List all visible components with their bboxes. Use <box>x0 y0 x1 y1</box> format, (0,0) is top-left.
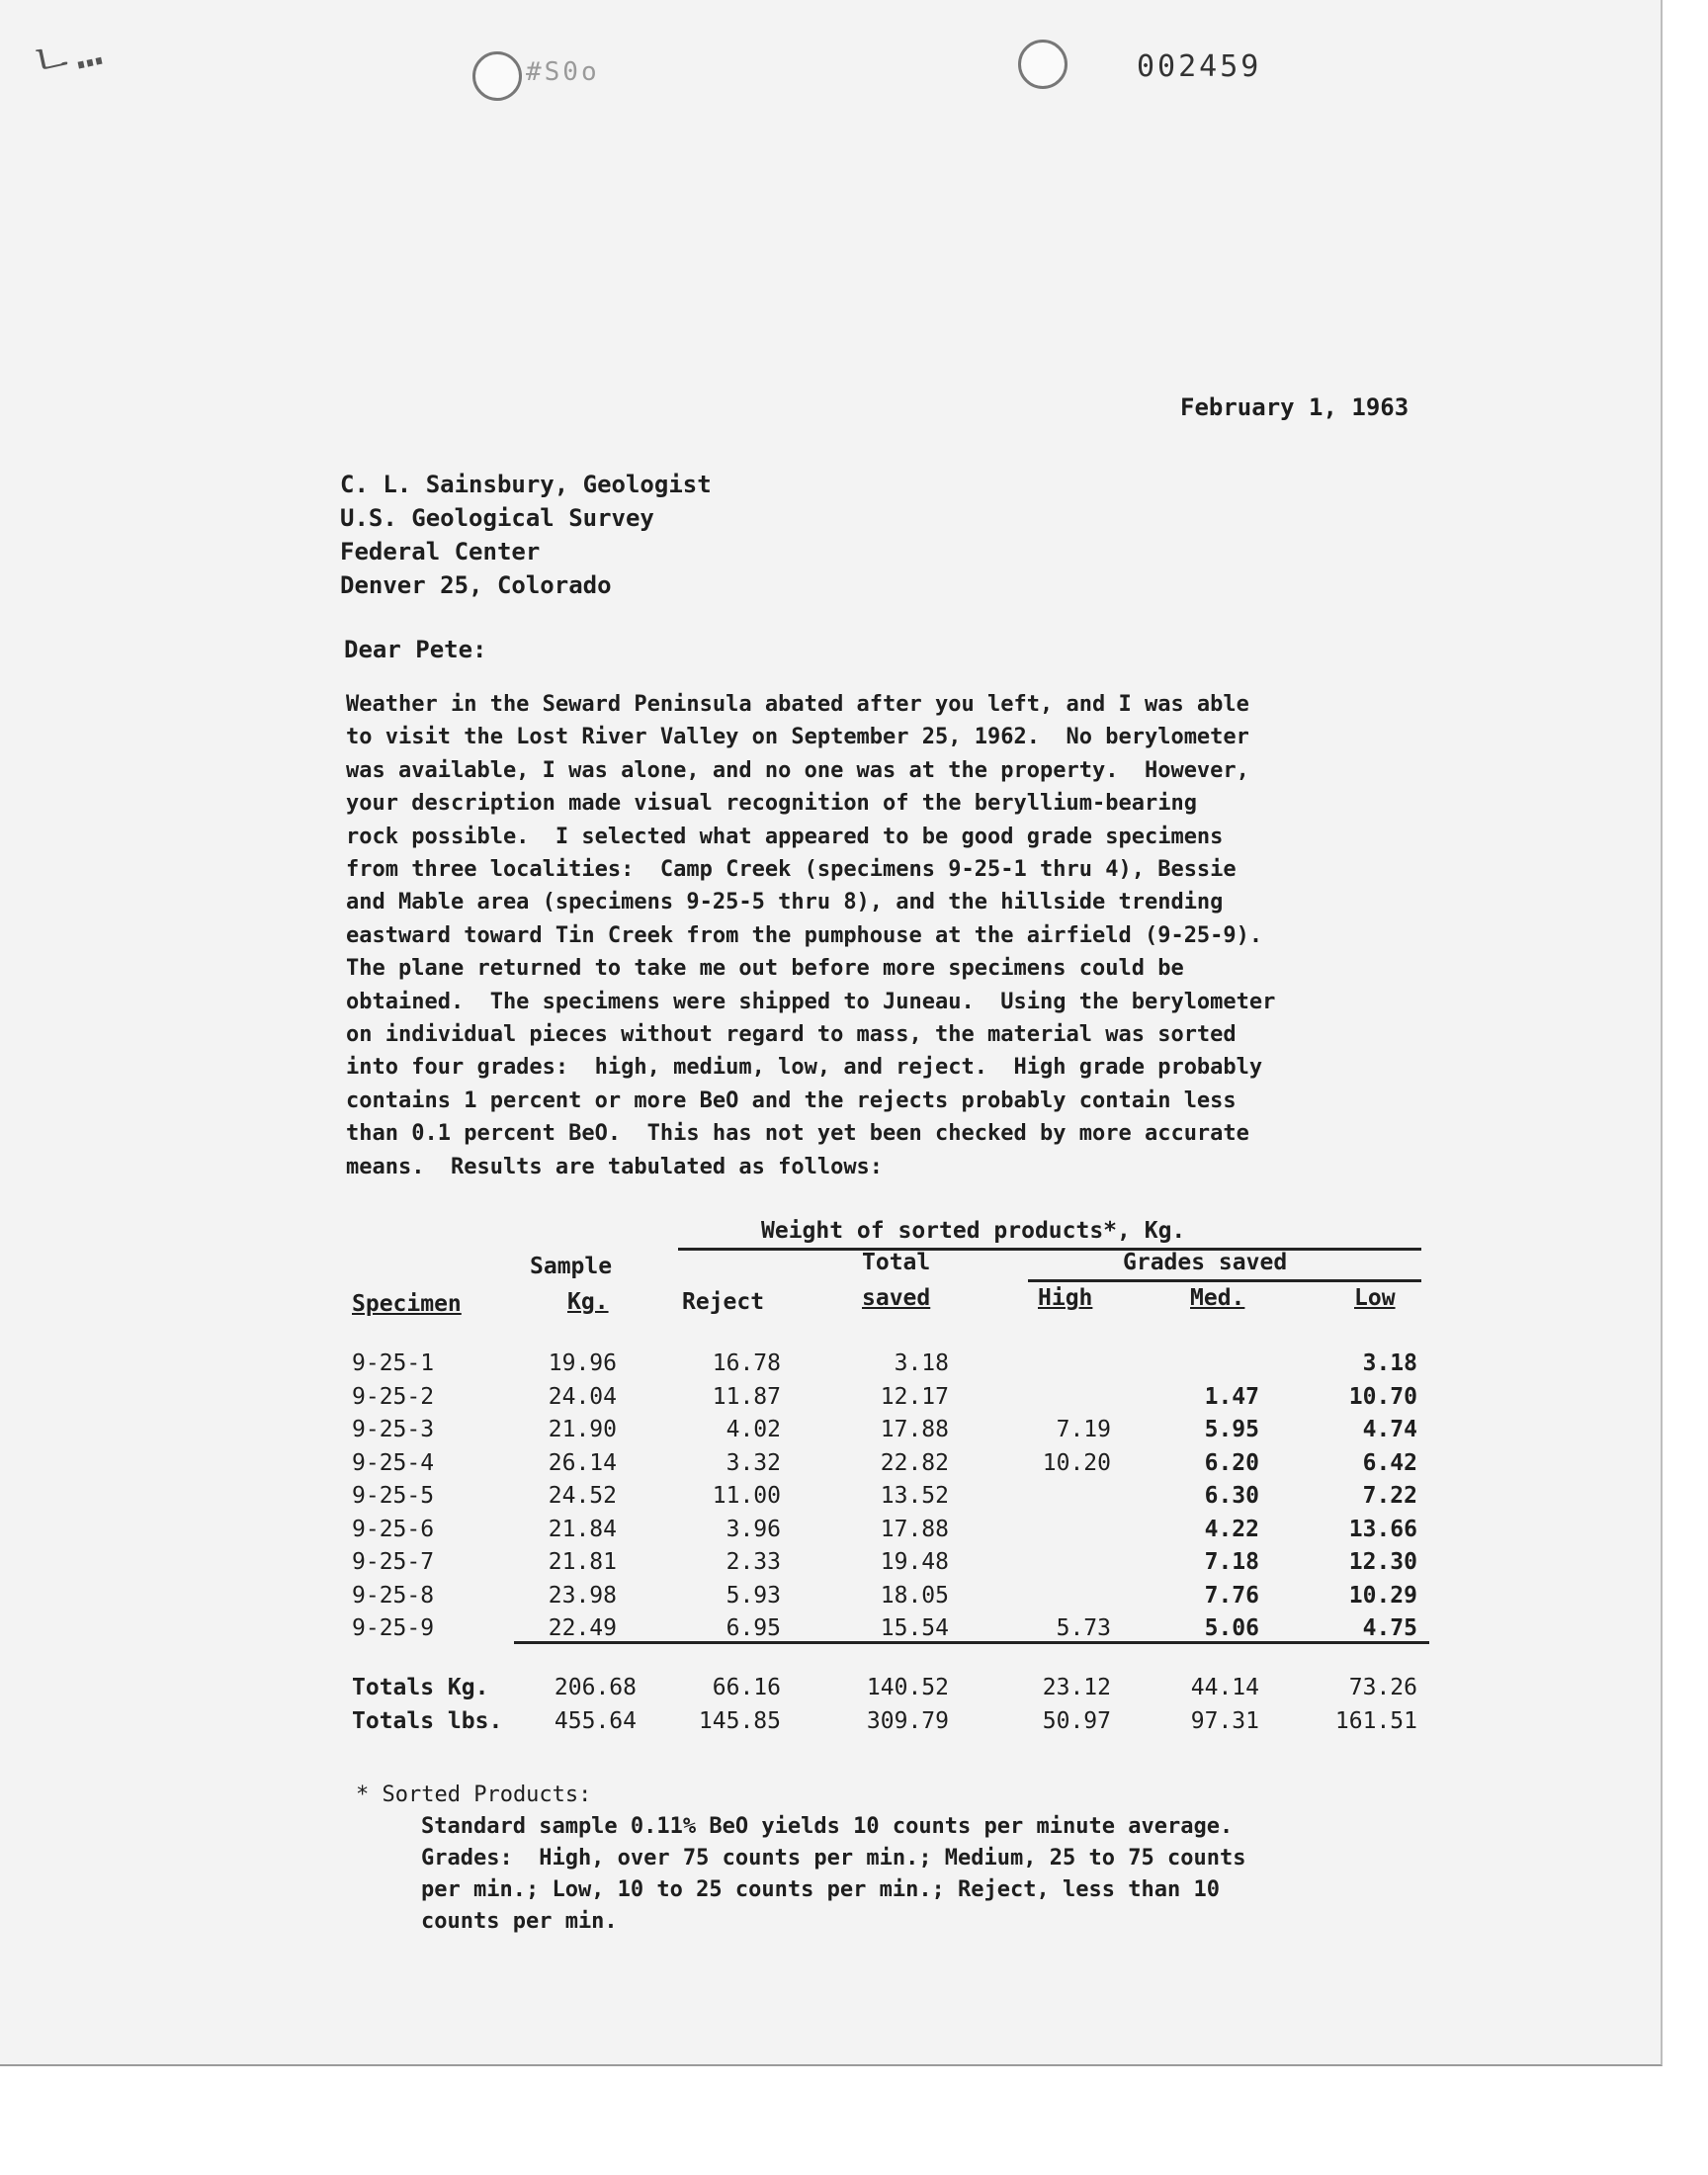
address-line: Federal Center <box>340 538 541 566</box>
table-cell-sample: 26.14 <box>548 1449 617 1476</box>
file-number-stamp: 002459 <box>1137 49 1262 84</box>
letter-date: February 1, 1963 <box>1180 393 1409 421</box>
body-line: rock possible. I selected what appeared to be good grade specimens <box>346 824 1224 849</box>
table-cell-low: 3.18 <box>1362 1350 1417 1376</box>
totals-cell-reject: 145.85 <box>698 1708 781 1734</box>
table-cell-med: 4.22 <box>1204 1516 1259 1542</box>
body-line: to visit the Lost River Valley on September 25, 1962. No berylometer <box>346 725 1249 750</box>
body-line: was available, I was alone, and no one was at the property. However, <box>346 757 1249 783</box>
header-grades-saved: Grades saved <box>1123 1250 1288 1275</box>
table-cell-reject: 6.95 <box>726 1615 781 1641</box>
totals-rule <box>514 1641 1429 1644</box>
table-cell-med: 7.18 <box>1204 1549 1259 1575</box>
body-line: and Mable area (specimens 9-25-5 thru 8), and the hillside trending <box>346 890 1224 915</box>
table-cell-sample: 23.98 <box>548 1582 617 1609</box>
table-cell-sample: 21.84 <box>548 1516 617 1542</box>
body-line: Weather in the Seward Peninsula abated after you left, and I was able <box>346 692 1249 717</box>
table-cell-total: 15.54 <box>880 1615 949 1641</box>
table-group-header: Weight of sorted products*, Kg. <box>761 1218 1186 1244</box>
table-cell-med: 6.30 <box>1204 1483 1259 1509</box>
table-cell-high: 5.73 <box>1056 1615 1111 1641</box>
body-line: means. Results are tabulated as follows: <box>346 1154 884 1179</box>
body-line: on individual pieces without regard to mass, the material was sorted <box>346 1022 1237 1048</box>
totals-cell-med: 44.14 <box>1190 1675 1259 1700</box>
table-cell-reject: 11.00 <box>712 1483 781 1509</box>
body-line: eastward toward Tin Creek from the pumphouse at the airfield (9-25-9). <box>346 922 1263 948</box>
group-header-rule <box>678 1248 1421 1251</box>
table-cell-specimen: 9-25-7 <box>352 1549 435 1575</box>
address-line: Denver 25, Colorado <box>340 571 612 599</box>
grades-header-rule <box>1028 1279 1421 1282</box>
totals-cell-high: 23.12 <box>1042 1675 1111 1700</box>
table-cell-sample: 24.52 <box>548 1483 617 1509</box>
corner-handwritten-mark: ㄴ… <box>25 22 107 89</box>
table-cell-med: 6.20 <box>1204 1449 1259 1476</box>
table-cell-specimen: 9-25-5 <box>352 1483 435 1509</box>
address-line: C. L. Sainsbury, Geologist <box>340 471 712 498</box>
body-line: The plane returned to take me out before more specimens could be <box>346 956 1184 982</box>
table-cell-reject: 5.93 <box>726 1582 781 1609</box>
table-cell-sample: 21.90 <box>548 1417 617 1442</box>
body-line: than 0.1 percent BeO. This has not yet been checked by more accurate <box>346 1121 1249 1147</box>
table-cell-sample: 19.96 <box>548 1350 617 1376</box>
table-cell-low: 12.30 <box>1348 1549 1417 1575</box>
totals-cell-total: 309.79 <box>866 1708 949 1734</box>
header-sample-kg: Kg. <box>567 1289 609 1315</box>
table-cell-sample: 22.49 <box>548 1615 617 1641</box>
table-cell-total: 19.48 <box>880 1549 949 1575</box>
totals-cell-reject: 66.16 <box>712 1675 781 1700</box>
header-low: Low <box>1354 1285 1396 1311</box>
header-reject: Reject <box>682 1289 765 1315</box>
table-cell-total: 17.88 <box>880 1417 949 1442</box>
totals-cell-high: 50.97 <box>1042 1708 1111 1734</box>
table-cell-specimen: 9-25-1 <box>352 1350 435 1376</box>
table-cell-low: 10.70 <box>1348 1383 1417 1410</box>
table-cell-sample: 24.04 <box>548 1383 617 1410</box>
table-cell-high: 7.19 <box>1056 1417 1111 1442</box>
footnote-line: Standard sample 0.11% BeO yields 10 counts per minute average. <box>421 1814 1234 1839</box>
address-line: U.S. Geological Survey <box>340 504 654 532</box>
table-cell-sample: 21.81 <box>548 1549 617 1575</box>
footnote-heading: * Sorted Products: <box>356 1783 592 1807</box>
totals-cell-low: 73.26 <box>1348 1675 1417 1700</box>
table-cell-high: 10.20 <box>1042 1449 1111 1476</box>
table-cell-reject: 3.96 <box>726 1516 781 1542</box>
body-line: obtained. The specimens were shipped to Juneau. Using the berylometer <box>346 989 1276 1014</box>
footnote <box>356 1780 1245 1938</box>
totals-cell-sample: 206.68 <box>554 1675 637 1700</box>
totals-cell-low: 161.51 <box>1334 1708 1417 1734</box>
table-cell-specimen: 9-25-9 <box>352 1615 435 1641</box>
table-cell-total: 18.05 <box>880 1582 949 1609</box>
table-cell-specimen: 9-25-2 <box>352 1383 435 1410</box>
table-cell-reject: 4.02 <box>726 1417 781 1442</box>
body-line: from three localities: Camp Creek (specimens 9-25-1 thru 4), Bessie <box>346 857 1237 883</box>
table-cell-total: 22.82 <box>880 1449 949 1476</box>
table-cell-low: 10.29 <box>1348 1582 1417 1609</box>
table-cell-low: 4.74 <box>1362 1417 1417 1442</box>
table-cell-low: 6.42 <box>1362 1449 1417 1476</box>
table-cell-total: 12.17 <box>880 1383 949 1410</box>
table-cell-med: 7.76 <box>1204 1582 1259 1609</box>
table-cell-med: 1.47 <box>1204 1383 1259 1410</box>
table-cell-total: 13.52 <box>880 1483 949 1509</box>
totals-cell-med: 97.31 <box>1190 1708 1259 1734</box>
table-cell-specimen: 9-25-4 <box>352 1449 435 1476</box>
footnote-line: counts per min. <box>421 1909 618 1934</box>
header-high: High <box>1038 1285 1093 1311</box>
body-line: your description made visual recognition of the beryllium-bearing <box>346 791 1197 817</box>
footnote-line: Grades: High, over 75 counts per min.; Medium, 25 to 75 counts <box>421 1846 1246 1870</box>
totals-cell-total: 140.52 <box>866 1675 949 1700</box>
body-line: contains 1 percent or more BeO and the rejects probably contain less <box>346 1088 1237 1113</box>
table-cell-reject: 2.33 <box>726 1549 781 1575</box>
table-cell-total: 3.18 <box>894 1350 949 1376</box>
table-cell-reject: 3.32 <box>726 1449 781 1476</box>
header-sample: Sample <box>530 1254 613 1279</box>
table-cell-low: 7.22 <box>1362 1483 1417 1509</box>
table-cell-specimen: 9-25-6 <box>352 1516 435 1542</box>
header-specimen: Specimen <box>352 1291 462 1317</box>
totals-cell-label: Totals Kg. <box>352 1675 489 1700</box>
table-cell-low: 4.75 <box>1362 1615 1417 1641</box>
table-cell-med: 5.06 <box>1204 1615 1259 1641</box>
table-cell-low: 13.66 <box>1348 1516 1417 1542</box>
table-cell-specimen: 9-25-8 <box>352 1582 435 1609</box>
totals-cell-sample: 455.64 <box>554 1708 637 1734</box>
header-total: Total <box>862 1250 931 1275</box>
table-cell-specimen: 9-25-3 <box>352 1417 435 1442</box>
table-cell-med: 5.95 <box>1204 1417 1259 1442</box>
header-total-saved: saved <box>862 1285 931 1311</box>
footnote-line: per min.; Low, 10 to 25 counts per min.; Reject, less than 10 <box>421 1877 1220 1902</box>
faint-file-stamp: #S0o <box>526 57 600 87</box>
header-med: Med. <box>1190 1285 1245 1311</box>
salutation: Dear Pete: <box>344 636 487 663</box>
body-line: into four grades: high, medium, low, and reject. High grade probably <box>346 1055 1263 1081</box>
table-cell-reject: 16.78 <box>712 1350 781 1376</box>
table-cell-reject: 11.87 <box>712 1383 781 1410</box>
table-cell-total: 17.88 <box>880 1516 949 1542</box>
totals-cell-label: Totals lbs. <box>352 1708 503 1734</box>
